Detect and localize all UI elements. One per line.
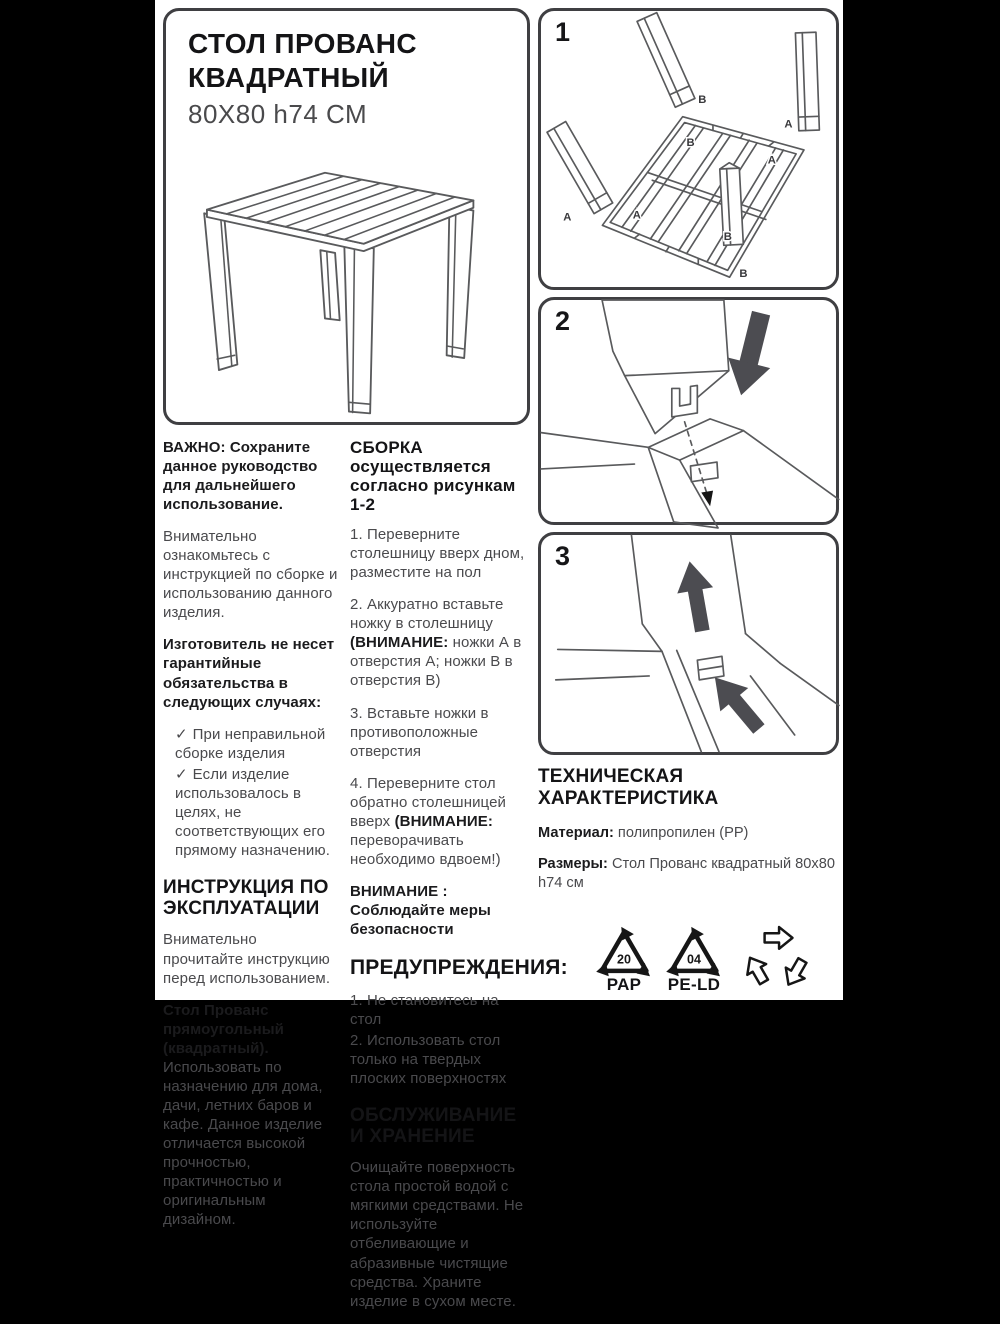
tabletop-socket [541,419,839,528]
material-spec: Материал: полипропилен (PP) [538,825,749,841]
recycling-code-pap [596,926,652,995]
assembled-corner [556,535,839,751]
pe-ld-04-triangle-icon [666,926,722,978]
product-description: Стол Прованс прямоугольный (квадратный). Использовать по назначению для дома, дачи, летних баров и кафе. Данное изделие отличается высокой прочностью, практичностью и оригинальным дизайном. [163,1001,323,1229]
usage-heading: ИНСТРУКЦИЯ ПО ЭКСПЛУАТАЦИИ [163,876,329,920]
checkmark-icon: ✓ [175,765,188,783]
figure-1-number: 1 [555,17,571,47]
usage-read-note: Внимательно прочитайте инструкцию перед использованием. [163,931,331,987]
read-carefully-note: Внимательно ознакомьтесь с инструкцией по сборке и использованию данного изделия. [163,528,338,622]
figure-2-diagram [541,300,836,522]
svg-text:A: A [632,209,641,222]
recycling-code-peld [666,926,722,995]
detached-leg-A-right [795,32,819,131]
figure-3-lock-leg [538,532,839,755]
product-title-line1: СТОЛ ПРОВАНС [188,28,417,59]
warning-1: 1. Не становитесь на стол [350,991,499,1028]
svg-text:A: A [784,118,793,131]
recycling-icons-row [596,926,810,995]
safety-attention: ВНИМАНИЕ : Соблюдайте меры безопасности [350,882,491,938]
table-top [207,173,473,251]
svg-text:04: 04 [687,952,701,967]
checkmark-icon: ✓ [175,725,188,743]
assembly-step-4: 4. Переверните стол обратно столешницей вверх (ВНИМАНИЕ: переворачивать необходимо вдвоем!) [350,774,507,868]
important-note: ВАЖНО: Сохраните данное руководство для дальнейшего использование. [163,439,318,514]
warranty-disclaimer: Изготовитель не несет гарантийные обязательства в следующих случаях: [163,636,335,711]
warning-2: 2. Использовать стол только на твердых плоских поверхностях [350,1031,507,1087]
figure-3-number: 3 [555,541,571,571]
care-heading: ОБСЛУЖИВАНИЕ И ХРАНЕНИЕ [350,1104,517,1148]
leg-end-with-clip [602,300,729,434]
svg-text:A: A [767,154,776,167]
pap-label: PAP [606,975,642,994]
figure-1-diagram [541,11,836,285]
svg-text:20: 20 [617,952,631,967]
warranty-case-1: ✓ При неправильной сборке изделия [175,725,326,762]
assembly-step-1: 1. Переверните столешницу вверх дном, разместите на пол [350,526,525,582]
title-box [163,8,530,425]
universal-recycling-icon [744,926,810,988]
figure-2-number: 2 [555,306,571,336]
svg-text:B: B [698,93,707,106]
size-spec: Размеры: Стол Прованс квадратный 80x80 h74 см [538,855,835,891]
detached-leg-A-left [547,122,613,214]
assembly-heading: СБОРКА осуществляется согласно рисункам 1-2 [350,438,516,515]
product-dimensions: 80X80 h74 СМ [188,99,368,130]
detached-leg-B-top [637,13,695,108]
svg-text:B: B [686,137,695,150]
warranty-case-2: ✓ Если изделие использовалось в целях, не соответствующих его прямому назначению. [175,765,330,859]
middle-text-column [350,438,568,1324]
figure-1-exploded-view [538,8,839,290]
svg-text:B: B [739,268,748,281]
assembly-step-3: 3. Вставьте ножки в противоположные отверстия [350,704,489,760]
svg-text:A: A [563,211,572,224]
pe-ld-label: PE-LD [667,975,721,994]
product-title-line2: КВАДРАТНЫЙ [188,62,390,94]
latch-slot [697,656,724,680]
warnings-heading: ПРЕДУПРЕЖДЕНИЯ: [350,956,568,980]
tech-specs-heading: ТЕХНИЧЕСКАЯ ХАРАКТЕРИСТИКА [538,766,719,809]
tabletop-underside [602,117,804,277]
table-line-drawing [182,158,514,418]
care-text: Очищайте поверхность стола простой водой с мягкими средствами. Не используйте отбеливающие и абразивные чистящие средства. Храните изделие в сухом месте. [350,1159,524,1310]
pap-20-triangle-icon [596,926,652,978]
figure-3-diagram [541,535,836,752]
down-arrow-icon [720,308,782,400]
figure-2-insert-leg [538,297,839,525]
left-black-margin [0,0,155,1000]
assembly-step-2: 2. Аккуратно вставьте ножку в столешницу (ВНИМАНИЕ: ножки А в отверстия А; ножки В в отверстия В) [350,596,522,690]
up-arrow-icon [672,558,720,634]
warranty-cases-list [175,725,340,860]
left-text-column [163,438,340,1242]
right-black-margin [843,0,1000,1000]
svg-text:B: B [723,230,732,243]
tech-specs-section [538,766,843,905]
